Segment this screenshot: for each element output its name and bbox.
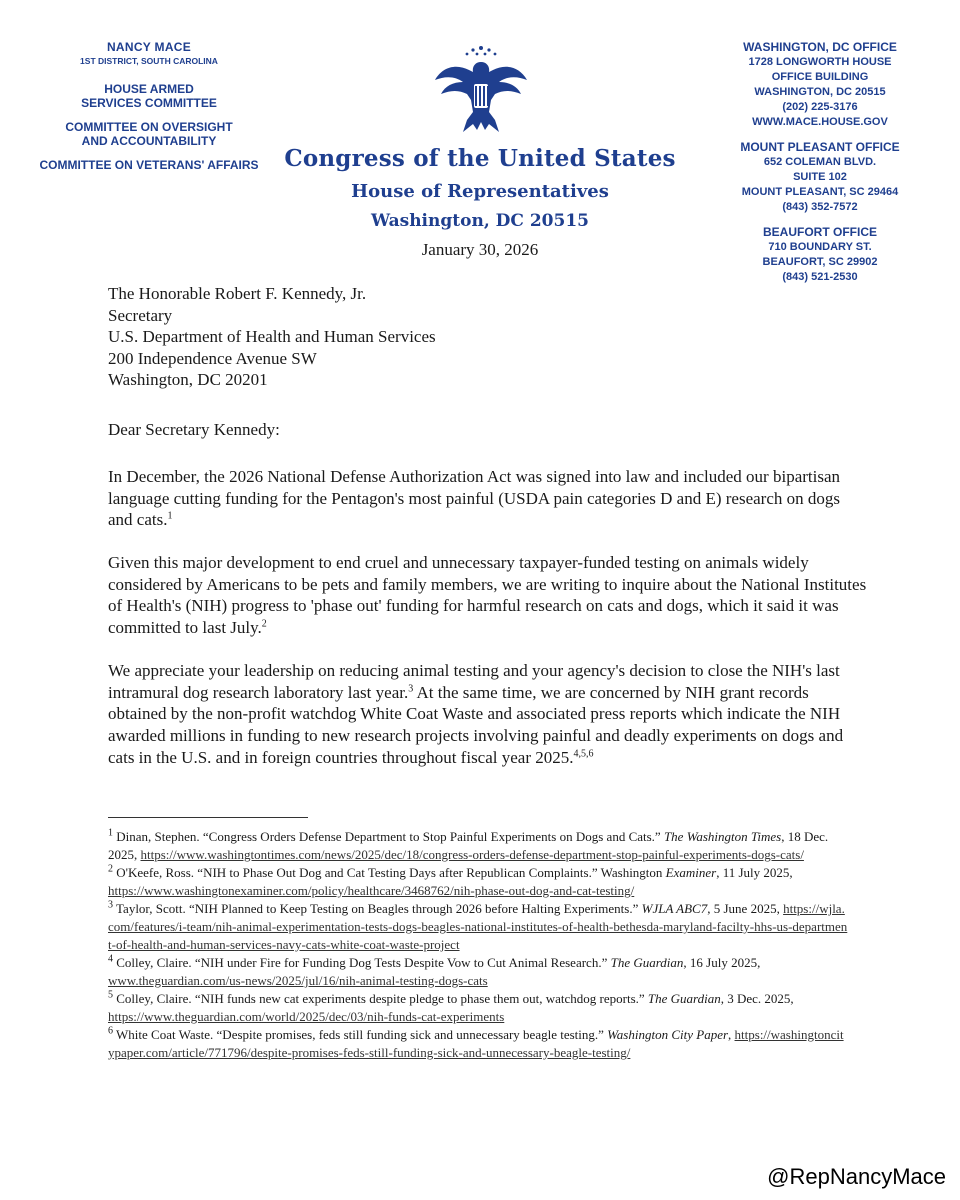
letterhead-city: Washington, DC 20515 [371,211,589,231]
footnote-link[interactable]: https://www.washingtontimes.com/news/2025/dec/18/congress-orders-defense-department-stop-painful-experiments-dogs-cats/ [140,847,804,862]
office-title: MOUNT PLEASANT OFFICE [740,140,900,154]
footnote-text: Taylor, Scott. “NIH Planned to Keep Testing on Beagles through 2026 before Halting Experiments.” [113,901,642,916]
footnote-3 [108,900,848,954]
footnote-publication: Washington City Paper [607,1027,729,1042]
footnote-link[interactable]: https://wjla.com/features/i-team/nih-animal-experimentation-tests-dogs-beagles-national-institutes-of-health-bethesda-maryland-facilty-hhs-us-department-of-health-and-human-services-navy-cats-white-coat-waste-project [108,901,848,952]
footnote-ref: 3 [408,683,414,695]
letterhead-right [710,40,930,295]
office-line: OFFICE BUILDING [771,71,869,83]
footnote-number: 5 [108,989,113,1001]
committee-veterans: COMMITTEE ON VETERANS' AFFAIRS [39,158,259,172]
footnote-ref: 2 [261,618,267,630]
footnote-2 [108,864,848,900]
footnote-link[interactable]: https://www.washingtonexaminer.com/policy/healthcare/3468762/nih-phase-out-dog-and-cat-testing/ [108,883,635,898]
recipient-line: Secretary [108,305,173,325]
committee-armed-services: HOUSE ARMED SERVICES COMMITTEE [81,82,217,110]
letterhead-left [24,40,274,182]
social-handle: @RepNancyMace [767,1164,946,1189]
footnote-text: , [728,1027,735,1042]
footnote-4 [108,954,848,990]
footnote-text: , 11 July 2025, [716,865,793,880]
footnote-link[interactable]: https://washingtoncitypaper.com/article/771796/despite-promises-feds-still-funding-sick-and-unnecessary-beagle-testing/ [108,1027,844,1060]
footnote-publication: WJLA ABC7 [641,901,708,916]
footnote-number: 6 [108,1025,113,1037]
paragraph-text: In December, the 2026 National Defense Authorization Act was signed into law and included our bipartisan language cutting funding for the Pentagon's most painful (USDA pain categories D and E) research on dogs and cats. [108,467,841,530]
footnote-publication: The Guardian [647,991,721,1006]
footnote-text: , 16 July 2025, [683,955,761,970]
office-phone: (843) 521-2530 [782,271,858,283]
footnote-ref: 1 [167,510,173,522]
footnote-text: , 5 June 2025, [707,901,784,916]
letterhead-house: House of Representatives [351,181,609,202]
member-name: NANCY MACE [106,40,192,54]
footnote-5 [108,990,848,1026]
footnote-number: 4 [108,953,113,965]
office-title: BEAUFORT OFFICE [763,225,877,239]
footnote-text: O'Keefe, Ross. “NIH to Phase Out Dog and Cat Testing Days after Republican Complaints.” Washington [113,865,666,880]
footnote-text: Dinan, Stephen. “Congress Orders Defense Department to Stop Painful Experiments on Dogs and Cats.” [113,829,664,844]
office-line: 652 COLEMAN BLVD. [763,156,877,168]
footnote-text: , 3 Dec. 2025, [720,991,794,1006]
recipient-address [108,283,436,391]
footnote-text: White Coat Waste. “Despite promises, feds still funding sick and unnecessary beagle testing.” [113,1027,608,1042]
office-phone: (202) 225-3176 [782,101,858,113]
office-title: WASHINGTON, DC OFFICE [743,40,897,54]
body-paragraph-3 [108,660,868,769]
recipient-line: The Honorable Robert F. Kennedy, Jr. [108,284,367,303]
office-line: WASHINGTON, DC 20515 [754,86,886,98]
office-mount-pleasant [710,140,930,215]
office-line: MOUNT PLEASANT, SC 29464 [741,186,899,198]
footnote-publication: The Guardian [610,955,684,970]
office-line: 710 BOUNDARY ST. [768,241,872,253]
footnote-number: 3 [108,899,113,911]
footnote-publication: The Washington Times [663,829,782,844]
footnote-link[interactable]: https://www.theguardian.com/world/2025/dec/03/nih-funds-cat-experiments [108,1009,505,1024]
office-line: 1728 LONGWORTH HOUSE [748,56,892,68]
footnote-text: Colley, Claire. “NIH under Fire for Funding Dog Tests Despite Vow to Cut Animal Research.” [113,955,611,970]
footnote-link[interactable]: www.theguardian.com/us-news/2025/jul/16/nih-animal-testing-dogs-cats [108,973,488,988]
footnote-publication: Examiner [665,865,717,880]
footnote-text: , 18 Dec. 2025, [108,829,829,862]
office-line: SUITE 102 [793,171,847,183]
recipient-line: Washington, DC 20201 [108,370,268,390]
paragraph-text: Given this major development to end cruel and unnecessary taxpayer-funded testing on animals widely considered by Americans to be pets and family members, we are writing to inquire about the National Institutes of Health's (NIH) progress to 'phase out' funding for harmful research on cats and dogs, which it said it was committed to last July. [108,553,867,638]
office-phone: (843) 352-7572 [782,201,858,213]
committee-oversight: COMMITTEE ON OVERSIGHT AND ACCOUNTABILITY [65,120,233,148]
salutation: Dear Secretary Kennedy: [108,420,280,439]
footnote-6 [108,1026,848,1062]
footnote-number: 1 [108,827,113,839]
footnote-1 [108,828,848,864]
office-beaufort [710,225,930,285]
letter-date: January 30, 2026 [421,240,539,259]
recipient-line: U.S. Department of Health and Human Services [108,327,436,347]
paragraph-text: At the same time, we are concerned by NIH grant records obtained by the non-profit watchdog White Coat Waste and associated press reports which indicate the NIH awarded millions in funding to new research projects involving painful and deadly experiments on dogs and cats in the U.S. and in foreign countries throughout fiscal year 2025. [108,682,844,767]
footnote-ref: 4,5,6 [573,748,594,760]
footnote-text: Colley, Claire. “NIH funds new cat experiments despite pledge to phase them out, watchdog reports.” [113,991,648,1006]
office-website: WWW.MACE.HOUSE.GOV [752,116,888,128]
body-paragraph-1 [108,466,868,531]
recipient-line: 200 Independence Avenue SW [108,348,317,368]
paragraph-text: We appreciate your leadership on reducing animal testing and your agency's decision to close the NIH's last intramural dog research laboratory last year. [108,661,840,702]
eagle-seal-icon [427,40,535,140]
letterhead-congress: Congress of the United States [284,145,676,172]
footnote-divider [108,817,308,818]
office-washington [710,40,930,130]
member-district: 1ST DISTRICT, SOUTH CAROLINA [80,56,218,66]
footnotes [108,828,848,1062]
footnote-number: 2 [108,863,113,875]
office-line: BEAUFORT, SC 29902 [762,256,878,268]
body-paragraph-2 [108,552,868,639]
